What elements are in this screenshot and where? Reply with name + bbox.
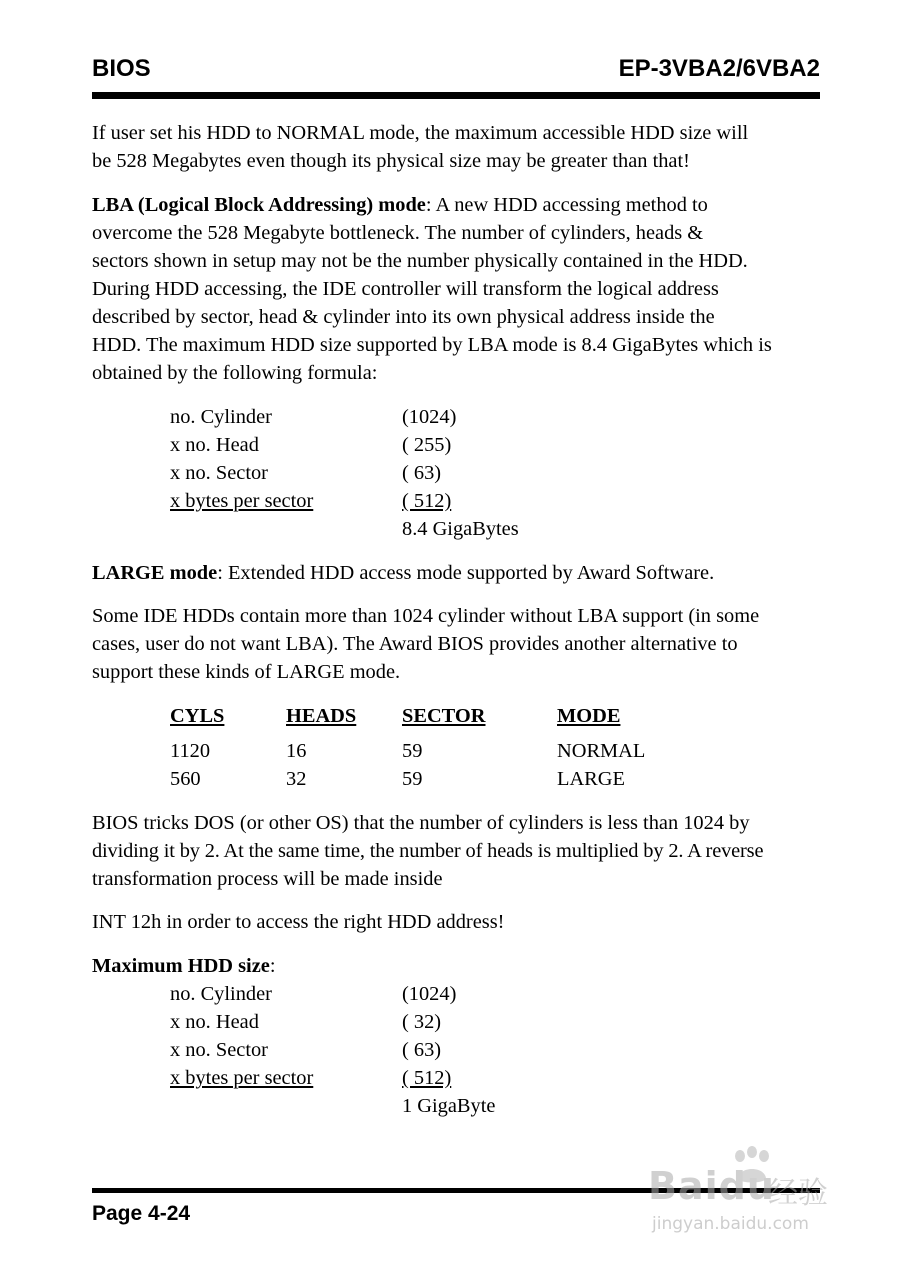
lba-mode-paragraph xyxy=(92,191,827,387)
text-line: be 528 Megabytes even though its physical size may be greater than that! xyxy=(92,150,690,172)
formula-label: x no. Sector xyxy=(170,1039,268,1061)
max-size-term: Maximum HDD size xyxy=(92,955,270,977)
text-line: support these kinds of LARGE mode. xyxy=(92,661,401,683)
formula-value: ( 63) xyxy=(402,462,442,484)
formula-value: ( 512) xyxy=(402,490,452,512)
table-cell: 16 xyxy=(286,740,307,762)
table-header-heads: HEADS xyxy=(286,705,357,727)
watermark-url: jingyan.baidu.com xyxy=(652,1214,809,1234)
page-number: Page 4-24 xyxy=(92,1202,191,1225)
max-size-colon: : xyxy=(269,955,276,977)
lba-term: LBA (Logical Block Addressing) mode xyxy=(92,194,426,216)
text-line: transformation process will be made inside xyxy=(92,868,443,890)
ide-hdd-paragraph xyxy=(92,602,827,686)
table-cell: 560 xyxy=(170,768,201,790)
text-line: Some IDE HDDs contain more than 1024 cylinder without LBA support (in some xyxy=(92,605,760,627)
large-description: : Extended HDD access mode supported by Award Software. xyxy=(217,562,715,584)
text-line: If user set his HDD to NORMAL mode, the maximum accessible HDD size will xyxy=(92,122,749,144)
large-term: LARGE mode xyxy=(92,562,218,584)
formula-label: x bytes per sector xyxy=(170,1067,314,1089)
max-hdd-size-heading xyxy=(92,952,827,980)
table-header-cyls: CYLS xyxy=(170,705,225,727)
int12h-paragraph xyxy=(92,908,827,936)
large-mode-paragraph xyxy=(92,559,827,587)
formula-value: ( 63) xyxy=(402,1039,442,1061)
text-line: HDD. The maximum HDD size supported by LBA mode is 8.4 GigaBytes which is xyxy=(92,334,772,356)
table-cell: 59 xyxy=(402,740,423,762)
text-line: described by sector, head & cylinder into its own physical address inside the xyxy=(92,306,715,328)
text-line: During HDD accessing, the IDE controller will transform the logical address xyxy=(92,278,719,300)
text-line xyxy=(92,952,827,980)
bios-tricks-paragraph xyxy=(92,809,832,893)
table-cell: 32 xyxy=(286,768,307,790)
formula-label: no. Cylinder xyxy=(170,406,272,428)
formula-value: (1024) xyxy=(402,983,457,1005)
formula-label: no. Cylinder xyxy=(170,983,272,1005)
formula-value: ( 512) xyxy=(402,1067,452,1089)
text-line: sectors shown in setup may not be the number physically contained in the HDD. xyxy=(92,250,748,272)
formula-result: 8.4 GigaBytes xyxy=(402,518,519,540)
text-line: obtained by the following formula: xyxy=(92,362,378,384)
text-line: dividing it by 2. At the same time, the number of heads is multiplied by 2. A reverse xyxy=(92,840,764,862)
formula-result: 1 GigaByte xyxy=(402,1095,496,1117)
normal-mode-paragraph xyxy=(92,119,827,175)
table-cell: NORMAL xyxy=(557,740,646,762)
watermark-brand: Baidu xyxy=(648,1164,775,1208)
table-cell: LARGE xyxy=(557,768,625,790)
table-header-sector: SECTOR xyxy=(402,705,486,727)
formula-value: (1024) xyxy=(402,406,457,428)
formula-value: ( 255) xyxy=(402,434,452,456)
table-header-mode: MODE xyxy=(557,705,621,727)
formula-label: x bytes per sector xyxy=(170,490,314,512)
baidu-watermark xyxy=(644,1146,858,1242)
watermark-cn: 经验 xyxy=(768,1176,828,1211)
text-line: cases, user do not want LBA). The Award BIOS provides another alternative to xyxy=(92,633,738,655)
formula-value: ( 32) xyxy=(402,1011,442,1033)
lba-intro: : A new HDD accessing method to xyxy=(425,194,708,216)
header-rule xyxy=(92,92,820,99)
formula-label: x no. Sector xyxy=(170,462,268,484)
table-cell: 59 xyxy=(402,768,423,790)
text-line: overcome the 528 Megabyte bottleneck. The number of cylinders, heads & xyxy=(92,222,704,244)
formula-label: x no. Head xyxy=(170,1011,259,1033)
text-line xyxy=(92,559,827,587)
formula-label: x no. Head xyxy=(170,434,259,456)
text-line: INT 12h in order to access the right HDD address! xyxy=(92,911,505,933)
text-line xyxy=(92,191,827,219)
header-section-title: BIOS xyxy=(92,55,151,82)
text-line: BIOS tricks DOS (or other OS) that the number of cylinders is less than 1024 by xyxy=(92,812,750,834)
header-model-name: EP-3VBA2/6VBA2 xyxy=(618,55,820,82)
table-cell: 1120 xyxy=(170,740,211,762)
